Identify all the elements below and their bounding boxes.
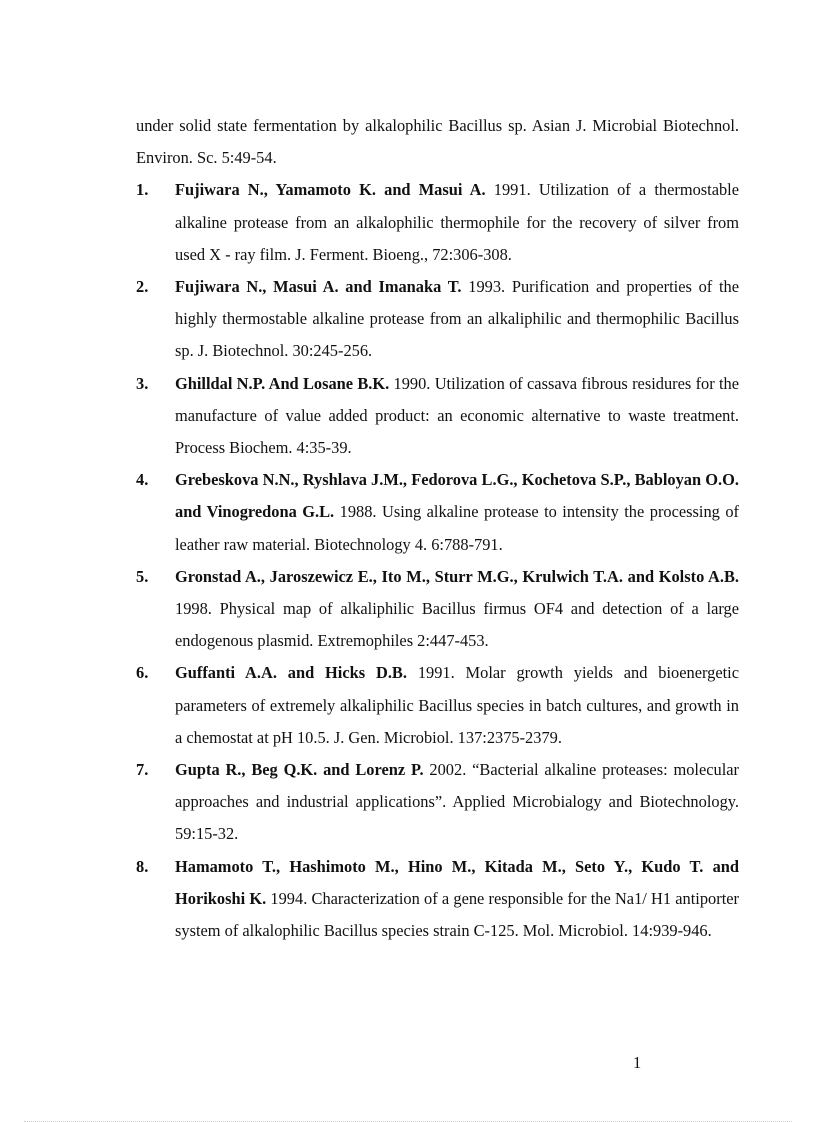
reference-details: 1991. Utilization of a thermostable alkaline protease from an alkalophilic thermophile for the recovery of silver from used X - ray film. J. Ferment. Bioeng., 72:306-308. — [175, 180, 739, 264]
reference-details: 1991. Molar growth yields and bioenergetic parameters of extremely alkaliphilic Bacillus species in batch cultures, and growth in a chemostat at pH 10.5. J. Gen. Microbiol. 137:2375-2379. — [175, 663, 739, 747]
reference-number: 2. — [136, 277, 149, 297]
page-number: 1 — [633, 1053, 642, 1072]
reference-details: 1990. Utilization of cassava fibrous residures for the manufacture of value added product: an economic alternative to waste treatment. Process Biochem. 4:35-39. — [175, 373, 739, 458]
reference-authors: Ghilldal N.P. And Losane B.K. — [175, 373, 390, 393]
reference-item — [136, 271, 739, 368]
reference-number: 1. — [136, 180, 149, 200]
reference-authors: Guffanti A.A. and Hicks D.B. — [175, 663, 407, 683]
reference-details: 1988. Using alkaline protease to intensity the processing of leather raw material. Biotechnology 4. 6:788-791. — [175, 502, 739, 554]
reference-number: 4. — [136, 470, 149, 490]
reference-list — [136, 110, 739, 947]
reference-number: 7. — [136, 760, 149, 780]
reference-authors: Gronstad A., Jaroszewicz E., Ito M., Sturr M.G., Krulwich T.A. and Kolsto A.B. — [175, 566, 739, 586]
reference-authors: Grebeskova N.N., Ryshlava J.M., Fedorova L.G., Kochetova S.P., Babloyan O.O. and Vinogredona G.L. — [175, 470, 739, 522]
reference-item — [136, 851, 739, 948]
reference-authors: Fujiwara N., Masui A. and Imanaka T. — [175, 277, 462, 297]
reference-details: 1994. Characterization of a gene responsible for the Na1/ H1 antiporter system of alkalophilic Bacillus species strain C-125. Mol. Microbiol. 14:939-946. — [175, 888, 739, 941]
reference-continuation: under solid state fermentation by alkalophilic Bacillus sp. Asian J. Microbial Biotechnol. Environ. Sc. 5:49-54. — [136, 116, 739, 168]
reference-number: 8. — [136, 856, 149, 876]
reference-number: 3. — [136, 373, 149, 393]
page-footer-divider — [24, 1121, 792, 1122]
reference-number: 6. — [136, 663, 149, 683]
reference-details: 1998. Physical map of alkaliphilic Bacillus firmus OF4 and detection of a large endogenous plasmid. Extremophiles 2:447-453. — [175, 599, 739, 651]
reference-item — [136, 561, 739, 658]
reference-authors: Gupta R., Beg Q.K. and Lorenz P. — [175, 760, 424, 780]
reference-details: 1993. Purification and properties of the highly thermostable alkaline protease from an alkaliphilic and thermophilic Bacillus sp. J. Biotechnol. 30:245-256. — [175, 277, 739, 361]
reference-item — [136, 174, 739, 271]
reference-item — [136, 464, 739, 561]
reference-item — [136, 754, 739, 851]
reference-authors: Hamamoto T., Hashimoto M., Hino M., Kitada M., Seto Y., Kudo T. and Horikoshi K. — [175, 856, 739, 908]
reference-authors: Fujiwara N., Yamamoto K. and Masui A. — [175, 180, 486, 200]
reference-item — [136, 368, 739, 465]
reference-details: 2002. “Bacterial alkaline proteases: molecular approaches and industrial applications”. Applied Microbialogy and Biotechnology. 59:15-32. — [175, 760, 739, 844]
reference-item — [136, 657, 739, 754]
reference-number: 5. — [136, 566, 149, 586]
